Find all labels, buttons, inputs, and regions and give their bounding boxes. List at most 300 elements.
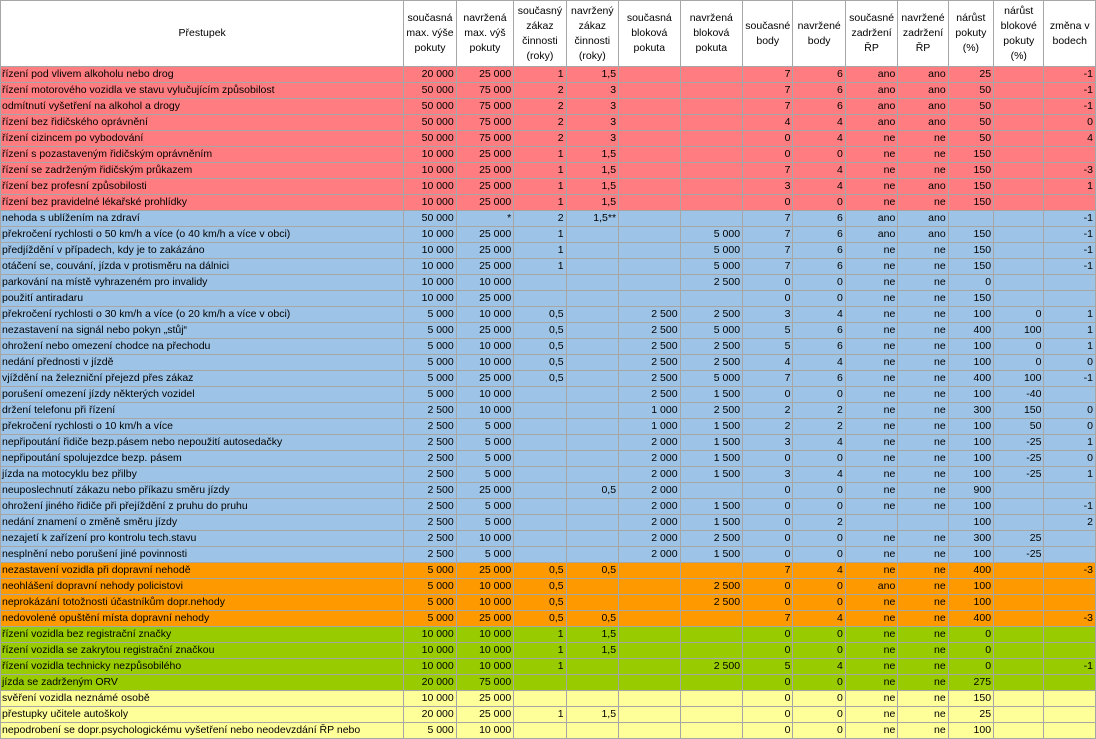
table-cell[interactable]: 1,5**	[566, 211, 618, 227]
table-cell[interactable]: 4	[743, 115, 793, 131]
offense-cell[interactable]: neprokázání totožnosti účastníkům dopr.nehody	[1, 595, 404, 611]
table-cell[interactable]: 5 000	[680, 323, 743, 339]
table-cell[interactable]	[680, 147, 743, 163]
table-cell[interactable]: 4	[743, 355, 793, 371]
table-cell[interactable]: ne	[845, 611, 897, 627]
table-cell[interactable]: ne	[845, 163, 897, 179]
table-cell[interactable]: ano	[845, 67, 897, 83]
offense-cell[interactable]: nezastavení vozidla při dopravní nehodě	[1, 563, 404, 579]
offense-cell[interactable]: jízda na motocyklu bez přilby	[1, 467, 404, 483]
table-cell[interactable]: -1	[1044, 227, 1096, 243]
table-cell[interactable]: 2	[514, 131, 566, 147]
table-cell[interactable]: 100	[948, 515, 993, 531]
table-cell[interactable]: ne	[845, 483, 897, 499]
table-cell[interactable]: 400	[948, 371, 993, 387]
table-cell[interactable]: 50 000	[404, 83, 456, 99]
table-cell[interactable]	[680, 563, 743, 579]
table-cell[interactable]: 20 000	[404, 707, 456, 723]
table-cell[interactable]: 5 000	[404, 323, 456, 339]
table-cell[interactable]: 0,5	[514, 339, 566, 355]
table-cell[interactable]: 1 500	[680, 435, 743, 451]
table-cell[interactable]: 10 000	[404, 163, 456, 179]
table-cell[interactable]	[514, 691, 566, 707]
table-cell[interactable]: 0	[793, 147, 845, 163]
table-cell[interactable]: 2 500	[404, 451, 456, 467]
table-cell[interactable]	[994, 659, 1044, 675]
table-cell[interactable]: 1	[1044, 323, 1096, 339]
table-cell[interactable]	[994, 499, 1044, 515]
table-cell[interactable]: 75 000	[456, 115, 513, 131]
table-cell[interactable]	[1044, 707, 1096, 723]
table-cell[interactable]: 6	[793, 371, 845, 387]
table-cell[interactable]: 2	[793, 515, 845, 531]
table-cell[interactable]: 10 000	[456, 339, 513, 355]
table-cell[interactable]: 5 000	[404, 595, 456, 611]
table-cell[interactable]: 0	[743, 195, 793, 211]
table-cell[interactable]	[680, 691, 743, 707]
table-cell[interactable]	[1044, 643, 1096, 659]
table-cell[interactable]	[566, 595, 618, 611]
table-cell[interactable]: -25	[994, 435, 1044, 451]
table-cell[interactable]: ne	[898, 707, 948, 723]
table-cell[interactable]: 2 500	[680, 531, 743, 547]
table-cell[interactable]: 50	[948, 115, 993, 131]
table-cell[interactable]: 25 000	[456, 67, 513, 83]
table-cell[interactable]: 0	[793, 627, 845, 643]
offense-cell[interactable]: neuposlechnutí zákazu nebo příkazu směru jízdy	[1, 483, 404, 499]
table-cell[interactable]: 50 000	[404, 115, 456, 131]
table-cell[interactable]	[898, 515, 948, 531]
table-cell[interactable]: 3	[743, 467, 793, 483]
table-cell[interactable]: 50	[948, 131, 993, 147]
table-cell[interactable]: ne	[845, 563, 897, 579]
table-cell[interactable]	[566, 419, 618, 435]
offense-cell[interactable]: vjíždění na železniční přejezd přes zákaz	[1, 371, 404, 387]
column-header[interactable]: změna v bodech	[1044, 1, 1096, 67]
table-cell[interactable]: ne	[898, 691, 948, 707]
table-cell[interactable]: 0	[743, 451, 793, 467]
table-cell[interactable]	[619, 691, 681, 707]
table-cell[interactable]: 0	[743, 579, 793, 595]
table-cell[interactable]: 50	[994, 419, 1044, 435]
table-cell[interactable]: 150	[994, 403, 1044, 419]
offense-cell[interactable]: přestupky učitele autoškoly	[1, 707, 404, 723]
table-cell[interactable]: 0	[793, 547, 845, 563]
table-cell[interactable]: ano	[845, 579, 897, 595]
table-cell[interactable]: 2	[514, 211, 566, 227]
table-cell[interactable]: 0	[1044, 403, 1096, 419]
offense-cell[interactable]: řízení bez profesní způsobilosti	[1, 179, 404, 195]
table-cell[interactable]: 10 000	[404, 227, 456, 243]
table-cell[interactable]: 100	[948, 499, 993, 515]
table-cell[interactable]: 3	[566, 99, 618, 115]
table-cell[interactable]	[680, 179, 743, 195]
table-cell[interactable]: -1	[1044, 259, 1096, 275]
table-cell[interactable]: ano	[898, 99, 948, 115]
table-cell[interactable]: 2 000	[619, 435, 681, 451]
table-cell[interactable]: 100	[948, 467, 993, 483]
offense-cell[interactable]: otáčení se, couvání, jízda v protisměru na dálnici	[1, 259, 404, 275]
table-cell[interactable]: 25 000	[456, 163, 513, 179]
table-cell[interactable]: 0	[994, 307, 1044, 323]
table-cell[interactable]: 10 000	[404, 643, 456, 659]
table-cell[interactable]	[994, 147, 1044, 163]
table-cell[interactable]: 1	[514, 659, 566, 675]
column-header[interactable]: současné zadržení ŘP	[845, 1, 897, 67]
table-cell[interactable]: 2 500	[404, 531, 456, 547]
table-cell[interactable]: 2 500	[680, 659, 743, 675]
table-cell[interactable]	[566, 675, 618, 691]
table-cell[interactable]	[994, 211, 1044, 227]
table-cell[interactable]: 20 000	[404, 67, 456, 83]
table-cell[interactable]: 10 000	[404, 659, 456, 675]
table-cell[interactable]	[619, 675, 681, 691]
offense-cell[interactable]: překročení rychlosti o 10 km/h a více	[1, 419, 404, 435]
table-cell[interactable]: 5 000	[456, 467, 513, 483]
table-cell[interactable]: ne	[898, 435, 948, 451]
table-cell[interactable]: 0	[793, 707, 845, 723]
table-cell[interactable]	[514, 419, 566, 435]
table-cell[interactable]	[514, 403, 566, 419]
table-cell[interactable]: ne	[898, 627, 948, 643]
table-cell[interactable]: 1	[514, 259, 566, 275]
table-cell[interactable]: ne	[845, 659, 897, 675]
offense-cell[interactable]: neohlášení dopravní nehody policistovi	[1, 579, 404, 595]
table-cell[interactable]	[994, 643, 1044, 659]
table-cell[interactable]: 1	[514, 195, 566, 211]
table-cell[interactable]: ne	[898, 259, 948, 275]
table-cell[interactable]: 5 000	[456, 547, 513, 563]
table-cell[interactable]: 0	[743, 723, 793, 739]
offense-cell[interactable]: nehoda s ublížením na zdraví	[1, 211, 404, 227]
table-cell[interactable]: 0,5	[566, 483, 618, 499]
table-cell[interactable]: 2 500	[404, 467, 456, 483]
table-cell[interactable]	[566, 403, 618, 419]
table-cell[interactable]: -1	[1044, 83, 1096, 99]
table-cell[interactable]: ne	[845, 291, 897, 307]
table-cell[interactable]: ne	[845, 371, 897, 387]
table-cell[interactable]: ne	[845, 179, 897, 195]
table-cell[interactable]: 4	[793, 131, 845, 147]
offense-cell[interactable]: řízení bez řidičského oprávnění	[1, 115, 404, 131]
table-cell[interactable]: ne	[845, 243, 897, 259]
table-cell[interactable]: 0	[743, 691, 793, 707]
table-cell[interactable]: 1,5	[566, 627, 618, 643]
offense-cell[interactable]: nezajetí k zařízení pro kontrolu tech.stavu	[1, 531, 404, 547]
table-cell[interactable]: 25 000	[456, 691, 513, 707]
table-cell[interactable]: ne	[898, 243, 948, 259]
column-header[interactable]: současná bloková pokuta	[619, 1, 681, 67]
table-cell[interactable]: 100	[948, 547, 993, 563]
table-cell[interactable]	[566, 659, 618, 675]
table-cell[interactable]: 10 000	[456, 627, 513, 643]
table-cell[interactable]	[566, 467, 618, 483]
table-cell[interactable]	[566, 579, 618, 595]
table-cell[interactable]: ne	[898, 371, 948, 387]
table-cell[interactable]: 7	[743, 83, 793, 99]
table-cell[interactable]: 1	[514, 163, 566, 179]
table-cell[interactable]	[994, 67, 1044, 83]
table-cell[interactable]: 5 000	[404, 355, 456, 371]
table-cell[interactable]: 0	[1044, 451, 1096, 467]
offense-cell[interactable]: nepodrobení se dopr.psychologickému vyšetření nebo neodevzdání ŘP nebo	[1, 723, 404, 739]
table-cell[interactable]: 25 000	[456, 259, 513, 275]
table-cell[interactable]	[680, 163, 743, 179]
table-cell[interactable]: *	[456, 211, 513, 227]
table-cell[interactable]: 10 000	[456, 595, 513, 611]
column-header[interactable]: současný zákaz činnosti (roky)	[514, 1, 566, 67]
table-cell[interactable]: 10 000	[404, 291, 456, 307]
table-cell[interactable]: ano	[845, 83, 897, 99]
table-cell[interactable]: 1	[1044, 179, 1096, 195]
table-cell[interactable]: 4	[793, 355, 845, 371]
table-cell[interactable]	[566, 371, 618, 387]
table-cell[interactable]: ne	[898, 275, 948, 291]
table-cell[interactable]	[994, 83, 1044, 99]
table-cell[interactable]: 1	[514, 707, 566, 723]
table-cell[interactable]	[994, 563, 1044, 579]
table-cell[interactable]: 2 000	[619, 531, 681, 547]
table-cell[interactable]	[994, 627, 1044, 643]
table-cell[interactable]: 25 000	[456, 227, 513, 243]
table-cell[interactable]: ne	[898, 451, 948, 467]
table-cell[interactable]: 1	[514, 643, 566, 659]
offense-cell[interactable]: řízení pod vlivem alkoholu nebo drog	[1, 67, 404, 83]
table-cell[interactable]: ne	[845, 707, 897, 723]
table-cell[interactable]	[680, 707, 743, 723]
table-cell[interactable]: 3	[743, 307, 793, 323]
offense-cell[interactable]: parkování na místě vyhrazeném pro invalidy	[1, 275, 404, 291]
table-cell[interactable]: 6	[793, 67, 845, 83]
table-cell[interactable]: 25 000	[456, 707, 513, 723]
table-cell[interactable]: ne	[898, 531, 948, 547]
table-cell[interactable]: -3	[1044, 163, 1096, 179]
table-cell[interactable]: ne	[845, 259, 897, 275]
table-cell[interactable]: ne	[845, 323, 897, 339]
table-cell[interactable]: 0,5	[514, 563, 566, 579]
table-cell[interactable]: 6	[793, 211, 845, 227]
table-cell[interactable]: 0	[793, 643, 845, 659]
table-cell[interactable]: 6	[793, 259, 845, 275]
table-cell[interactable]	[566, 307, 618, 323]
table-cell[interactable]: 1,5	[566, 179, 618, 195]
table-cell[interactable]: ne	[898, 659, 948, 675]
table-cell[interactable]: 2	[514, 115, 566, 131]
table-cell[interactable]	[994, 707, 1044, 723]
table-cell[interactable]: -1	[1044, 67, 1096, 83]
table-cell[interactable]: 0,5	[514, 355, 566, 371]
table-cell[interactable]	[1044, 275, 1096, 291]
table-cell[interactable]: 10 000	[456, 275, 513, 291]
table-cell[interactable]: 10 000	[456, 659, 513, 675]
table-cell[interactable]: 400	[948, 323, 993, 339]
table-cell[interactable]: 0	[743, 387, 793, 403]
table-cell[interactable]: ne	[845, 147, 897, 163]
table-cell[interactable]	[619, 291, 681, 307]
table-cell[interactable]	[619, 163, 681, 179]
table-cell[interactable]: 0,5	[514, 371, 566, 387]
table-cell[interactable]: 0	[793, 595, 845, 611]
table-cell[interactable]: 100	[994, 323, 1044, 339]
table-cell[interactable]	[680, 99, 743, 115]
table-cell[interactable]: 50 000	[404, 211, 456, 227]
table-cell[interactable]: ano	[845, 99, 897, 115]
table-cell[interactable]	[1044, 579, 1096, 595]
table-cell[interactable]: 0,5	[514, 595, 566, 611]
table-cell[interactable]: ne	[845, 467, 897, 483]
table-cell[interactable]	[514, 515, 566, 531]
table-cell[interactable]: 1	[514, 227, 566, 243]
table-cell[interactable]: 7	[743, 163, 793, 179]
table-cell[interactable]	[566, 323, 618, 339]
table-cell[interactable]	[619, 579, 681, 595]
table-cell[interactable]	[680, 643, 743, 659]
table-cell[interactable]: 0	[743, 291, 793, 307]
table-cell[interactable]: 5	[743, 323, 793, 339]
table-cell[interactable]: 5 000	[404, 339, 456, 355]
table-cell[interactable]: -40	[994, 387, 1044, 403]
table-cell[interactable]: 0,5	[566, 563, 618, 579]
offense-cell[interactable]: předjíždění v případech, kdy je to zakázáno	[1, 243, 404, 259]
table-cell[interactable]: ano	[845, 211, 897, 227]
table-cell[interactable]: 25 000	[456, 323, 513, 339]
table-cell[interactable]: 0	[793, 579, 845, 595]
table-cell[interactable]: 6	[793, 99, 845, 115]
table-cell[interactable]: 0	[1044, 355, 1096, 371]
table-cell[interactable]	[680, 723, 743, 739]
table-cell[interactable]: 25 000	[456, 371, 513, 387]
table-cell[interactable]: 100	[948, 339, 993, 355]
offense-cell[interactable]: řízení se zadrženým řidičským průkazem	[1, 163, 404, 179]
table-cell[interactable]: 4	[793, 435, 845, 451]
column-header[interactable]: navržené body	[793, 1, 845, 67]
table-cell[interactable]	[994, 275, 1044, 291]
table-cell[interactable]: 0	[1044, 115, 1096, 131]
table-cell[interactable]: ne	[845, 275, 897, 291]
table-cell[interactable]	[619, 195, 681, 211]
table-cell[interactable]	[566, 355, 618, 371]
table-cell[interactable]: 10 000	[404, 627, 456, 643]
table-cell[interactable]	[994, 291, 1044, 307]
table-cell[interactable]: 5	[743, 339, 793, 355]
table-cell[interactable]	[619, 131, 681, 147]
table-cell[interactable]: 400	[948, 611, 993, 627]
table-cell[interactable]: 0	[743, 707, 793, 723]
table-cell[interactable]: 100	[994, 371, 1044, 387]
table-cell[interactable]	[619, 659, 681, 675]
offense-cell[interactable]: řízení s pozastaveným řidičským oprávněním	[1, 147, 404, 163]
table-cell[interactable]: 10 000	[404, 275, 456, 291]
table-cell[interactable]: 300	[948, 531, 993, 547]
table-cell[interactable]: ne	[845, 307, 897, 323]
table-cell[interactable]: 5 000	[680, 371, 743, 387]
table-cell[interactable]: ne	[898, 723, 948, 739]
table-cell[interactable]: 150	[948, 147, 993, 163]
table-cell[interactable]: 0	[793, 451, 845, 467]
table-cell[interactable]	[619, 115, 681, 131]
table-cell[interactable]: 10 000	[456, 643, 513, 659]
table-cell[interactable]: 1	[1044, 339, 1096, 355]
table-cell[interactable]: 100	[948, 355, 993, 371]
table-cell[interactable]: ne	[898, 195, 948, 211]
table-cell[interactable]: ano	[898, 179, 948, 195]
table-cell[interactable]: 2 500	[619, 371, 681, 387]
offense-cell[interactable]: překročení rychlosti o 30 km/h a více (o 20 km/h a více v obci)	[1, 307, 404, 323]
offense-cell[interactable]: použití antiradaru	[1, 291, 404, 307]
offense-cell[interactable]: nedání znamení o změně směru jízdy	[1, 515, 404, 531]
table-cell[interactable]: 4	[793, 179, 845, 195]
table-cell[interactable]	[566, 691, 618, 707]
table-cell[interactable]: 150	[948, 227, 993, 243]
table-cell[interactable]	[566, 259, 618, 275]
table-cell[interactable]	[680, 211, 743, 227]
table-cell[interactable]: 0,5	[514, 323, 566, 339]
table-cell[interactable]: ne	[898, 579, 948, 595]
table-cell[interactable]	[994, 723, 1044, 739]
table-cell[interactable]: ne	[845, 419, 897, 435]
table-cell[interactable]	[566, 387, 618, 403]
table-cell[interactable]	[619, 243, 681, 259]
table-cell[interactable]	[994, 579, 1044, 595]
table-cell[interactable]: 5 000	[404, 371, 456, 387]
table-cell[interactable]: 150	[948, 163, 993, 179]
table-cell[interactable]: 100	[948, 579, 993, 595]
table-cell[interactable]	[566, 515, 618, 531]
table-cell[interactable]: 2 500	[680, 403, 743, 419]
table-cell[interactable]: 2 000	[619, 499, 681, 515]
table-cell[interactable]: 150	[948, 243, 993, 259]
table-cell[interactable]: 100	[948, 723, 993, 739]
table-cell[interactable]: 7	[743, 563, 793, 579]
table-cell[interactable]: 25 000	[456, 563, 513, 579]
table-cell[interactable]	[619, 99, 681, 115]
table-cell[interactable]: 1 500	[680, 451, 743, 467]
table-cell[interactable]: 5	[743, 659, 793, 675]
table-cell[interactable]: 2 500	[404, 403, 456, 419]
table-cell[interactable]: 0	[948, 275, 993, 291]
table-cell[interactable]: ne	[845, 387, 897, 403]
table-cell[interactable]	[948, 211, 993, 227]
table-cell[interactable]: ne	[898, 611, 948, 627]
table-cell[interactable]: 5 000	[456, 419, 513, 435]
table-cell[interactable]	[680, 195, 743, 211]
offense-cell[interactable]: řízení bez pravidelné lékařské prohlídky	[1, 195, 404, 211]
table-cell[interactable]: 100	[948, 435, 993, 451]
table-cell[interactable]: -1	[1044, 211, 1096, 227]
table-cell[interactable]: 25 000	[456, 179, 513, 195]
table-cell[interactable]	[514, 675, 566, 691]
table-cell[interactable]: 0	[743, 595, 793, 611]
table-cell[interactable]: 2 500	[680, 275, 743, 291]
table-cell[interactable]	[680, 115, 743, 131]
table-cell[interactable]: 1,5	[566, 195, 618, 211]
table-cell[interactable]: ne	[898, 467, 948, 483]
table-cell[interactable]	[566, 291, 618, 307]
table-cell[interactable]	[566, 227, 618, 243]
table-cell[interactable]: ne	[898, 563, 948, 579]
table-cell[interactable]: ne	[898, 131, 948, 147]
table-cell[interactable]: ne	[898, 499, 948, 515]
table-cell[interactable]: ne	[898, 483, 948, 499]
table-cell[interactable]	[994, 243, 1044, 259]
table-cell[interactable]: 10 000	[404, 259, 456, 275]
table-cell[interactable]: 0	[743, 627, 793, 643]
table-cell[interactable]	[566, 531, 618, 547]
table-cell[interactable]: 1 500	[680, 467, 743, 483]
table-cell[interactable]: 75 000	[456, 131, 513, 147]
table-cell[interactable]	[514, 387, 566, 403]
table-cell[interactable]	[1044, 147, 1096, 163]
